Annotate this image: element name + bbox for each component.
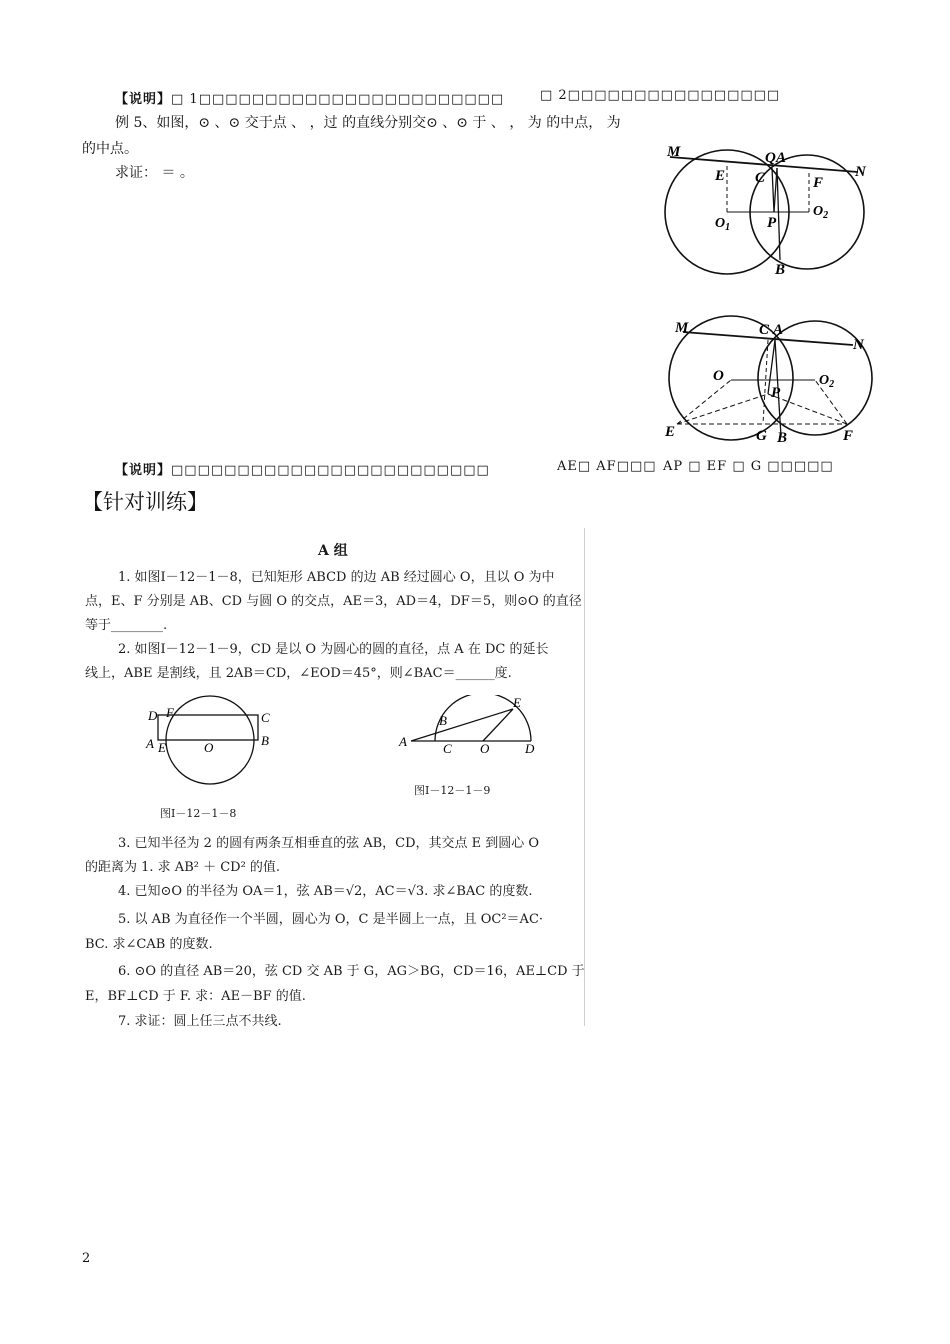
fig8-label-e: E xyxy=(158,740,166,755)
label-m: M xyxy=(667,144,681,160)
label-f: F xyxy=(813,175,824,191)
fig9-caption: 图Ⅰ－12－1－9 xyxy=(414,784,491,797)
note2-part2: AE□ AF□□□ xyxy=(557,459,657,474)
fig8-label-f: F xyxy=(166,705,174,720)
label-a2: A xyxy=(773,322,784,338)
q1-line2: 点，E、F 分别是 AB、CD 与圆 O 的交点，AE＝3，AD＝4，DF＝5，则⊙O 的直径 xyxy=(85,594,582,609)
note1-part2: □ 2□□□□□□□□□□□□□□□□ xyxy=(540,88,781,103)
note1-tag: 【说明】 xyxy=(115,92,172,107)
fig9-label-o: O xyxy=(480,741,490,756)
label-a: A xyxy=(776,150,787,166)
q1-line3: 等于________. xyxy=(85,618,168,633)
label-n2: N xyxy=(853,337,864,353)
q3-line1: 3. 已知半径为 2 的圆有两条互相垂直的弦 AB，CD，其交点 E 到圆心 O xyxy=(118,836,540,851)
label-o2: $O_2$ xyxy=(813,204,829,221)
dash-ep xyxy=(677,394,768,424)
label-n: N xyxy=(855,164,866,180)
figure-i-12-1-8 xyxy=(140,690,290,790)
fig9-label-b: B xyxy=(439,713,447,728)
fig8-caption: 图Ⅰ－12－1－8 xyxy=(160,807,237,820)
dash-eo xyxy=(677,380,731,424)
label-o1: $O_1$ xyxy=(715,216,731,233)
scan-divider xyxy=(584,528,585,1026)
q1-line1: 1. 如图Ⅰ－12－1－8，已知矩形 ABCD 的边 AB 经过圆心 O，且以 O 为中 xyxy=(118,570,555,585)
q5-line2: BC. 求∠CAB 的度数. xyxy=(85,937,213,952)
fig9-label-e: E xyxy=(513,695,521,710)
example5-line1: 例 5、如图，⊙ 、⊙ 交于点 、 ，过 的直线分别交⊙ 、⊙ 于 、 ， 为 的中点， 为 xyxy=(115,115,621,131)
label-c: C xyxy=(755,170,766,186)
note2-line xyxy=(115,459,490,478)
fig9-label-d: D xyxy=(525,741,535,756)
note2-part3: AP □ EF □ G □□□□□ xyxy=(663,459,834,474)
note1-line xyxy=(115,88,504,107)
label-b: B xyxy=(775,262,786,278)
q7-line1: 7. 求证：圆上任三点不共线. xyxy=(118,1014,282,1029)
q2-line1: 2. 如图Ⅰ－12－1－9，CD 是以 O 为圆心的圆的直径，点 A 在 DC 的延长 xyxy=(118,642,549,657)
q3-line2: 的距离为 1. 求 AB² ＋ CD² 的值. xyxy=(85,860,281,875)
figure-example5-2 xyxy=(663,312,878,452)
q4-line1: 4. 已知⊙O 的半径为 OA＝1，弦 AB＝√2，AC＝√3. 求∠BAC 的度数. xyxy=(118,884,533,899)
label-o2b: $O_2$ xyxy=(819,373,835,390)
label-e: E xyxy=(715,168,726,184)
label-b2: B xyxy=(777,430,788,446)
label-e2: E xyxy=(665,424,676,440)
q6-line2: E，BF⊥CD 于 F. 求：AE－BF 的值. xyxy=(85,989,306,1004)
q2-line2: 线上，ABE 是割线，且 2AB＝CD，∠EOD＝45°，则∠BAC＝______度. xyxy=(85,666,512,681)
q5-line1: 5. 以 AB 为直径作一个半圆，圆心为 O，C 是半圆上一点，且 OC²＝AC· xyxy=(118,912,544,927)
label-q: Q xyxy=(765,150,776,166)
q6-line1: 6. ⊙O 的直径 AB＝20，弦 CD 交 AB 于 G，AG＞BG，CD＝16，AE⊥CD 于 xyxy=(118,964,585,979)
line-cp xyxy=(772,168,774,212)
fig8-label-b: B xyxy=(261,733,269,748)
label-p2: P xyxy=(771,385,781,401)
group-a-title: A 组 xyxy=(318,543,348,559)
label-m2: M xyxy=(675,320,689,336)
note2-tag: 【说明】 xyxy=(115,463,172,478)
note1-part1: □ 1□□□□□□□□□□□□□□□□□□□□□□□ xyxy=(171,92,505,107)
label-g2: G xyxy=(756,428,767,444)
label-p: P xyxy=(767,215,777,231)
note2-part1: □□□□□□□□□□□□□□□□□□□□□□□□ xyxy=(171,463,490,478)
example5-line2: 的中点。 xyxy=(82,141,138,157)
label-f2: F xyxy=(843,428,854,444)
fig9-label-a: A xyxy=(399,734,407,749)
figure-example5-1 xyxy=(655,140,875,280)
fig9-label-c: C xyxy=(443,741,452,756)
fig8-label-c: C xyxy=(261,710,270,725)
fig8-label-a: A xyxy=(146,736,154,751)
fig8-label-d: D xyxy=(148,708,158,723)
page-number: 2 xyxy=(82,1251,91,1266)
label-c2: C xyxy=(759,322,770,338)
fig8-label-o: O xyxy=(204,740,214,755)
training-heading: 【针对训练】 xyxy=(82,490,208,514)
example5-prove: 求证： ＝ 。 xyxy=(115,165,194,181)
figure-i-12-1-9 xyxy=(395,695,545,765)
label-o: O xyxy=(713,368,724,384)
